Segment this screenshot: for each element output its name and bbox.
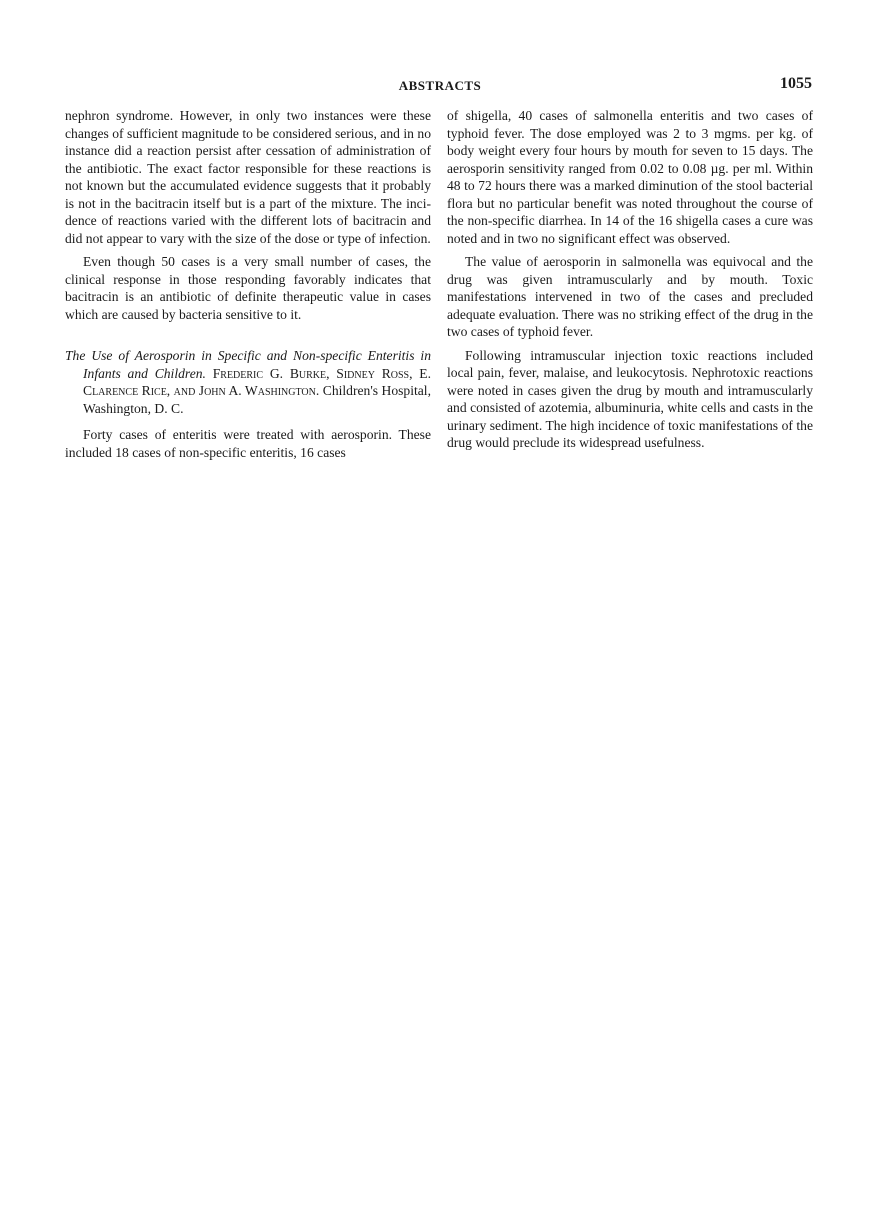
right-column <box>447 107 813 458</box>
paragraph: Even though 50 cases is a very small number of cases, the clinical response in those responding favorably indicates that bacitracin is an antibiotic of definite therapeutic value in cases which are caused by bacteria sensitive to it. <box>65 254 431 322</box>
paragraph: of shigella, 40 cases of salmonella enteritis and two cases of typhoid fever. The dose employed was 2 to 3 mgms. per kg. of body weight every four hours by mouth for seven to 15 days. The aerosporin sensitivity ranged from 0.02 to 0.08 µg. per ml. Within 48 to 72 hours there was a marked diminution of the stool bacterial flora but no particular benefit was noted throughout the course of the non-specific diarrhea. In 14 of the 16 shigella cases a cure was noted and in two no significant effect was observed. <box>447 108 813 246</box>
abstract-heading <box>65 347 431 417</box>
running-title: ABSTRACTS <box>398 78 482 93</box>
paragraph: nephron syndrome. However, in only two instances were these changes of sufficient magnitude to be considered serious, and in no instance did a reaction persist after cessation of administration of the antibiotic. The exact factor responsible for these reactions is not known but the accumulated evidence suggests that it probably is not in the bacitracin itself but is a part of the mixture. The incidence of reactions varied with the different lots of bacitracin and did not appear to vary with the size of the dose or type of infection. <box>65 108 431 246</box>
abstract-title: The Use of Aerosporin in Specific and Non-specific Enteritis in Infants and Children. <box>65 348 431 381</box>
abstract-affiliation: Children's Hospital, Washington, D. C. <box>83 383 431 416</box>
paragraph: Forty cases of enteritis were treated with aerosporin. These included 18 cases of non-specific enteritis, 16 cases <box>65 427 431 460</box>
paragraph: Following intramuscular injection toxic reactions included local pain, fever, malaise, and leukocytosis. Nephrotoxic reactions were noted in cases given the drug by mouth and intramuscularly and consisted of azotemia, albuminuria, white cells and casts in the urinary sediment. The high incidence of toxic manifestations of the drug would preclude its widespread usefulness. <box>447 347 813 450</box>
abstract-authors: Frederic G. Burke, Sidney Ross, E. Clarence Rice, and John A. Washington. <box>83 365 431 398</box>
left-column <box>65 107 431 467</box>
paragraph: The value of aerosporin in salmonella was equivocal and the drug was given intramuscularly and by mouth. Toxic manifestations intervened in two of the cases and precluded adequate evaluation. There was no striking effect of the drug in the two cases of typhoid fever. <box>447 254 813 339</box>
page-number: 1055 <box>780 75 812 92</box>
